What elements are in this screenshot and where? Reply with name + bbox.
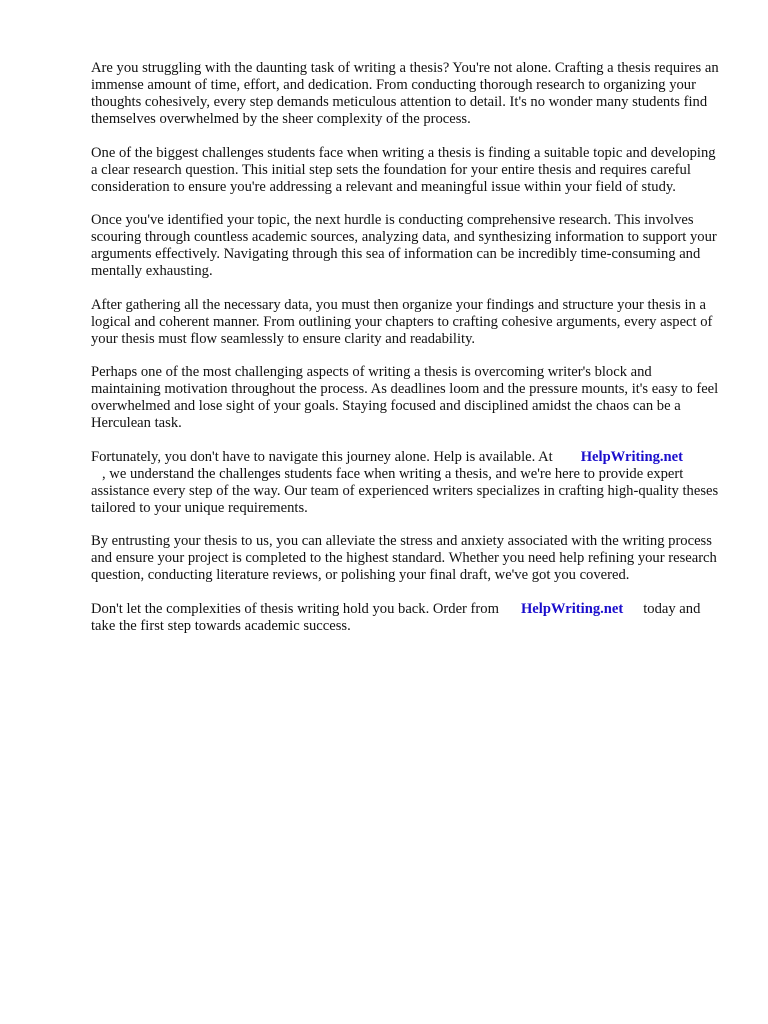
paragraph-intro: Are you struggling with the daunting task of writing a thesis? You're not alone. Crafting a thesis requires an immense amount of time, effort, and dedication. From conducting thorough research to organizing your thoughts cohesively, every step demands meticulous attention to detail. It's no wonder many students find themselves overwhelmed by the sheer complexity of the process.: [91, 60, 719, 127]
helpwriting-link[interactable]: HelpWriting.net: [580, 448, 683, 465]
paragraph-help: [91, 449, 723, 517]
help-text-before: Fortunately, you don't have to navigate this journey alone. Help is available. At: [91, 448, 553, 465]
helpwriting-order-link[interactable]: HelpWriting.net: [520, 600, 624, 617]
paragraph-research: Once you've identified your topic, the next hurdle is conducting comprehensive research. This involves scouring through countless academic sources, analyzing data, and synthesizing information to support your arguments effectively. Navigating through this sea of information can be incredibly time-consuming and mentally exhausting.: [91, 212, 717, 279]
paragraph-organize: After gathering all the necessary data, you must then organize your findings and structure your thesis in a logical and coherent manner. From outlining your chapters to crafting cohesive arguments, every aspect of your thesis must flow seamlessly to ensure clarity and readability.: [91, 296, 713, 347]
document-body: [91, 60, 723, 651]
paragraph-topic: One of the biggest challenges students face when writing a thesis is finding a suitable topic and developing a clear research question. This initial step sets the foundation for your entire thesis and requires careful consideration to ensure you're addressing a relevant and meaningful issue within your field of study.: [91, 144, 716, 195]
paragraph-closing: [91, 601, 723, 635]
paragraph-motivation: Perhaps one of the most challenging aspects of writing a thesis is overcoming writer's block and maintaining motivation throughout the process. As deadlines loom and the pressure mounts, it's easy to feel overwhelmed and lose sight of your goals. Staying focused and disciplined amidst the chaos can be a Herculean task.: [91, 364, 719, 431]
closing-text-before: Don't let the complexities of thesis writing hold you back. Order from: [91, 600, 499, 617]
help-text-after: , we understand the challenges students face when writing a thesis, and we're here to provide expert assistance every step of the way. Our team of experienced writers specializes in crafting high-quality theses tailored to your unique requirements.: [91, 465, 719, 516]
paragraph-entrust: By entrusting your thesis to us, you can alleviate the stress and anxiety associated with the writing process and ensure your project is completed to the highest standard. Whether you need help refining your research question, conducting literature reviews, or polishing your final draft, we've got you covered.: [91, 533, 717, 583]
closing-text-after: today and take the first step towards academic success.: [91, 600, 701, 634]
